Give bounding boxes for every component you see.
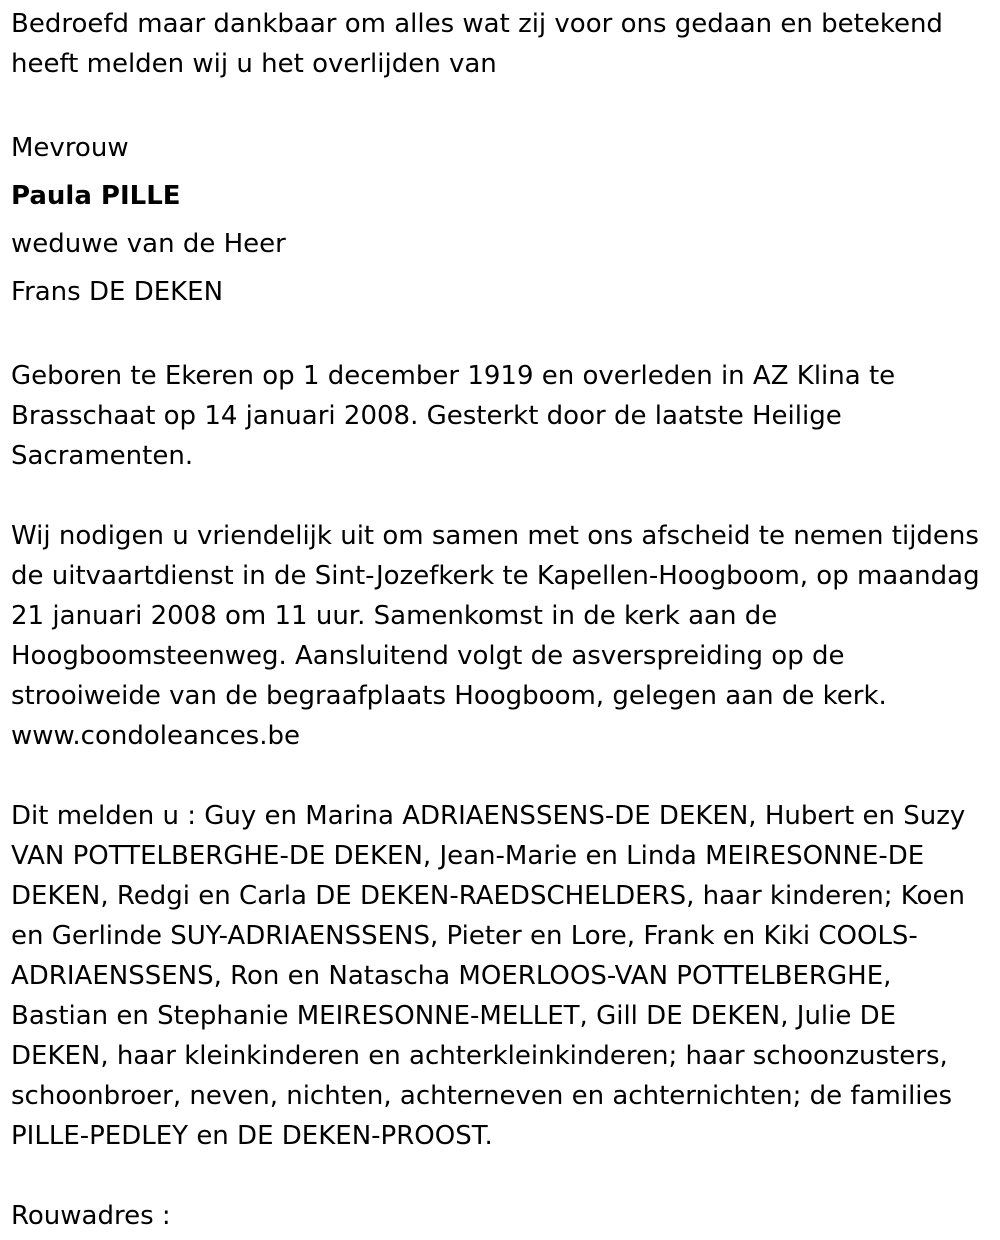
website-link[interactable]: www.condoleances.be [11, 721, 300, 751]
deceased-title: Mevrouw [11, 133, 129, 163]
deceased-relation: weduwe van de Heer [11, 229, 286, 259]
birth-death-text: Geboren te Ekeren op 1 december 1919 en overleden in AZ Klina te Brasschaat op 14 januari 2008. Gesterkt door de laatste Heilige Sacramenten. [11, 361, 896, 471]
spouse-name: Frans DE DEKEN [11, 277, 224, 307]
address-label: Rouwadres : [11, 1201, 171, 1231]
invitation-block [11, 516, 988, 756]
deceased-name: Paula PILLE [11, 181, 181, 211]
invitation-text: Wij nodigen u vriendelijk uit om samen met ons afscheid te nemen tijdens de uitvaartdienst in de Sint-Jozefkerk te Kapellen-Hoogboom, op maandag 21 januari 2008 om 11 uur. Samenkomst in de kerk aan de Hoogboomsteenweg. Aansluitend volgt de asverspreiding op de strooiweide van de begraafplaats Hoogboom, gelegen aan de kerk. [11, 521, 980, 711]
intro-text: Bedroefd maar dankbaar om alles wat zij voor ons gedaan en betekend heeft melden wij u het overlijden van [11, 9, 943, 79]
deceased-block [11, 124, 988, 316]
family-text: Dit melden u : Guy en Marina ADRIAENSSENS-DE DEKEN, Hubert en Suzy VAN POTTELBERGHE-DE DEKEN, Jean-Marie en Linda MEIRESONNE-DE DEKEN, Redgi en Carla DE DEKEN-RAEDSCHELDERS, haar kinderen; Koen en Gerlinde SUY-ADRIAENSSENS, Pieter en Lore, Frank en Kiki COOLS-ADRIAENSSENS, Ron en Natascha MOERLOOS-VAN POTTELBERGHE, Bastian en Stephanie MEIRESONNE-MELLET, Gill DE DEKEN, Julie DE DEKEN, haar kleinkinderen en achterkleinkinderen; haar schoonzusters, schoonbroer, neven, nichten, achterneven en achternichten; de families PILLE-PEDLEY en DE DEKEN-PROOST. [11, 801, 966, 1151]
